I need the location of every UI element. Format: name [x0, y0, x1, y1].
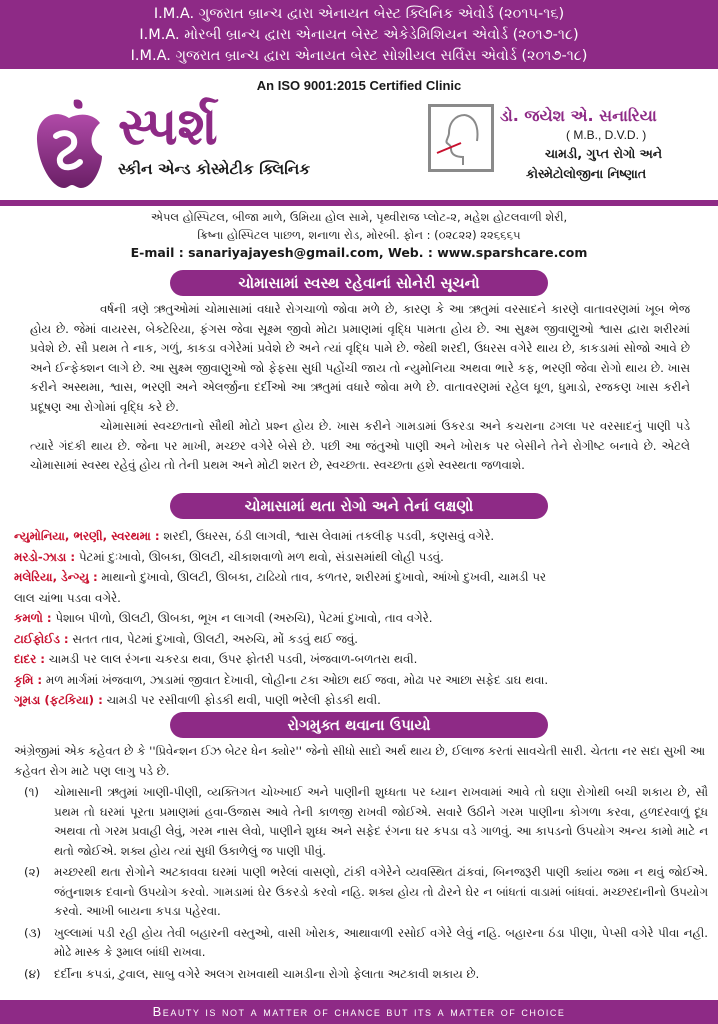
list-item: ન્યુમોનિયા, ભરણી, સ્વરથમા : શરદી, ઉધરસ, ઠંડી લાગવી, શ્વાસ લેવામાં તકલીફ પડવી, કણસવું વગેરે. — [14, 529, 495, 543]
clinic-header — [0, 96, 718, 196]
doctor-name: ડો. જયેશ એ. સનારિયા — [500, 106, 657, 125]
section-heading: રોગમુક્ત થવાના ઉપાયો — [170, 712, 548, 738]
paragraph: અંગ્રેજીમાં એક કહેવત છે કે ''પ્રિવેન્શન ઈઝ બેટર ધેન ક્યોર'' જેનો સીધો સાદો અર્થ થાય છે, ઈલાજ કરતાં સાવચેતી સારી. ચેતતા નર સદા સુખી આ કહેવત રોગ માટે પણ લાગુ પડે છે. — [14, 744, 705, 778]
list-item: કૃમિ : મળ માર્ગમાં ખંજવાળ, ઝાડામાં જીવાત દેખાવી, લોહીના ટકા ઓછા થઈ જવા, મોઢા પર આછા સફેદ ડાઘ થવા. — [14, 672, 549, 687]
list-item: મરડો-ઝાડા : પેટમાં દુઃખાવો, ઊબકા, ઊલટી, ચીકાશવાળો મળ થવો, સંડાસમાંથી લોહી પડવું. — [14, 549, 444, 564]
list-item: મલેરિયા, ડેન્ગ્યુ : માથાનો દુખાવો, ઊલટી, ઊબકા, ટાઢિયો તાવ, કળતર, શરીરમાં દુખાવો, આંખો દુખવી, ચામડી પર — [14, 570, 547, 584]
doctor-specialty: કોસ્મેટોલોજીના નિષ્ણાત — [526, 166, 647, 181]
disease-symptoms-list — [14, 526, 708, 711]
list-item: ટાઈફોઈડ : સતત તાવ, પેટમાં દુખાવો, ઊલટી, અરુચિ, મોં કડવું થઈ જવું. — [14, 631, 359, 646]
list-item: ગૂમડા (ફટકિયા) : ચામડી પર રસીવાળી ફોડકી થવી, પાણી ભરેલી ફોડકી થવી. — [14, 693, 381, 707]
section-heading: ચોમાસામાં સ્વસ્થ રહેવાનાં સોનેરી સૂચનો — [170, 270, 548, 296]
clinic-address — [0, 208, 718, 262]
list-item: કમળો : પેશાબ પીળો, ઊલટી, ઊબકા, ભૂખ ન લાગવી (અરુચિ), પેટમાં દુખાવો, તાવ વગેરે. — [14, 611, 433, 625]
section-heading: ચોમાસામાં થતા રોગો અને તેનાં લક્ષણો — [170, 493, 548, 519]
doctor-emblem-icon — [428, 104, 494, 172]
brand-name: સ્પર્શ — [118, 97, 218, 157]
award-line: I.M.A. ગુજરાત બ્રાન્ચ દ્વારા એનાયત બેસ્ટ સોશીયલ સર્વિસ એવોર્ડ (૨૦૧૭-૧૮) — [130, 48, 588, 64]
face-profile-icon — [431, 107, 491, 169]
awards-banner — [0, 0, 718, 69]
list-item: લાલ ચાંભા પડવા વગેરે. — [14, 590, 121, 605]
award-line: I.M.A. મોરબી બ્રાન્ચ દ્વારા એનાયત બેસ્ટ એકેડેમિશિયન એવોર્ડ (૨૦૧૭-૧૮) — [139, 27, 579, 43]
brand-tagline: સ્કીન એન્ડ કોસ્મેટીક ક્લિનિક — [118, 160, 311, 178]
doctor-specialty: ચામડી, ગુપ્ત રોગો અને — [545, 146, 663, 161]
list-item: દાદર : ચામડી પર લાલ રંગના ચકરડા થવા, ઉપર ફોતરી પડવી, ખંજવાળ-બળતરા થવી. — [14, 652, 418, 666]
list-item: (૩) ખુલ્લામાં પડી રહી હોય તેવી બહારની વસ્તુઓ, વાસી ખોરાક, આથાવાળી રસોઈ વગેરે લેવું નહિ. બહારના ઠંડા પીણા, પેપ્સી વગેરે પીવા નહી. મોઢે માસ્ક કે રૂમાલ બાંધી રાખવા. — [24, 925, 708, 959]
footer-slogan: Beauty is not a matter of chance but its a matter of choice — [0, 1000, 718, 1024]
apple-logo-icon — [34, 96, 104, 191]
contact-line: E-mail : sanariyajayesh@gmail.com, Web. : www.sparshcare.com — [130, 245, 588, 260]
prevention-list — [14, 742, 708, 984]
address-line: એપલ હોસ્પિટલ, બીજા માળે, ઉમિયા હોલ સામે, પૃથ્વીરાજ પ્લોટ-૨, મહેશ હોટલવાળી શેરી, — [150, 210, 568, 224]
address-line: ક્રિષ્ના હોસ્પિટલ પાછળ, શનાળા રોડ, મોરબી. ફોન : (૦૨૮૨૨) ૨૨૬૬૬૫ — [197, 228, 521, 242]
iso-certification: An ISO 9001:2015 Certified Clinic — [256, 78, 462, 93]
list-item: (૨) મચ્છરથી થતા રોગોને અટકાવવા ઘરમાં પાણી ભરેલાં વાસણો, ટાંકી વગેરેને વ્યવસ્થિત ઢાંકવાં, બિનજરૂરી પાણી ક્યાંય જમા ન થવું જોઈએ. જંતુનાશક દવાનો ઉપયોગ કરવો. ગામડામાં ઘેર ઉકરડો કરવો નહિ. શક્ય હોય તો ઢોરને ઘેર ન બાંધતાં વાડામાં બાંધવાં. મચ્છરદાનીનો ઉપયોગ કરવો. આખી બાયના કપડા પહેરવા. — [24, 865, 708, 918]
paragraph: વર્ષની ત્રણે ઋતુઓમાં ચોમાસામાં વધારે રોગચાળો જોવા મળે છે, કારણ કે આ ઋતુમાં વરસાદને કારણે વાતાવરણમાં ખૂબ ભેજ હોય છે. જેમાં વાયરસ, બેક્ટેરિયા, ફંગસ જેવા સૂક્ષ્મ જીવો મોટા પ્રમાણમાં વૃદ્ધિ પામતા હોય છે. આ સુક્ષ્મ જીવાણુઓ શ્વાસ દ્વારા શરીરમાં પ્રવેશે છે. સૌ પ્રથમ તે નાક, ગળું, કાકડા વગેરેમાં પ્રવેશે છે અને ત્યાં વૃદ્ધિ પામે છે. જેથી શરદી, ઉધરસ વગેરે થાય છે, કાકડામાં સોજો આવે છે અને ઈન્ફેક્શન લાગે છે. આ સુક્ષ્મ જીવાણુઓ જો ફેફસા સુધી પહોંચી જાય તો ન્યુમોનિયા અથવા ભારે કફ, ભરણી જેવા રોગો થાય છે. ખાસ કરીને અસ્થમા, શ્વાસ, ભરણી અને એલર્જીના દર્દીઓ આ ઋતુમાં વધારે જોવા મળે છે. વાતાવરણમાં રહેલ ધૂળ, ધુમાડો, રજકણ ખાસ કરીને પ્રદૂષણ આ રોગોમાં વૃદ્ધિ કરે છે. — [30, 302, 691, 414]
list-item: (૧) ચોમાસાની ઋતુમાં ખાણી-પીણી, વ્યક્તિગત ચોખ્ખાઈ અને પાણીની શુધ્ધતા પર ધ્યાન રાખવામાં આવે તો ઘણા રોગોથી બચી શકાય છે, સૌ પ્રથમ તો ઘરમાં પૂરતા પ્રમાણમાં હવા-ઉજાસ આવે તેની કાળજી રાખવી જોઈએ. સવારે ઉઠીને ગરમ પાણીના કોગળા કરવા, હળદરવાળું દૂધ અથવા તો ગરમ પ્રવાહી લેવું, ગરમ નાસ લેવો, પાણીને શુધ્ધ અને સફેદ રંગના ઘર કપડા વડે ગાળવું. આ કાપડનો ઉપયોગ અન્ય કામો માટે ન થતો જોઈએ. શક્ય હોય ત્યાં સુધી ઉકાળેલું જ પાણી પીવું. — [24, 785, 708, 858]
paragraph: ચોમાસામાં સ્વચ્છતાનો સૌથી મોટો પ્રશ્ન હોય છે. ખાસ કરીને ગામડામાં ઉકરડા અને કચરાના ઢગલા પર વરસાદનું પાણી પડે ત્યારે ગંદકી થાય છે. જેના પર માખી, મચ્છર વગેરે બેસે છે. પછી આ જંતુઓ પાણી અને ખોરાક પર બેસીને તેને રોગીષ્ટ બનાવે છે. એટલે ચોમાસામાં સ્વસ્થ રહેવું હોય તો તેની પ્રથમ અને મોટી શરત છે, સ્વચ્છતા. સ્વચ્છતા હશે સ્વસ્થતા જળવાશે. — [30, 419, 690, 472]
award-line: I.M.A. ગુજરાત બ્રાન્ચ દ્વારા એનાયત બેસ્ટ ક્લિનિક એવોર્ડ (૨૦૧૫-૧૬) — [153, 6, 565, 22]
doctor-degree: ( M.B., D.V.D. ) — [566, 128, 647, 142]
monsoon-intro — [30, 300, 690, 476]
divider — [0, 200, 718, 206]
list-item: (૪) દર્દીના કપડાં, ટુવાલ, સાબુ વગેરે અલગ રાખવાથી ચામડીના રોગો ફેલાતા અટકાવી શકાય છે. — [24, 966, 480, 981]
